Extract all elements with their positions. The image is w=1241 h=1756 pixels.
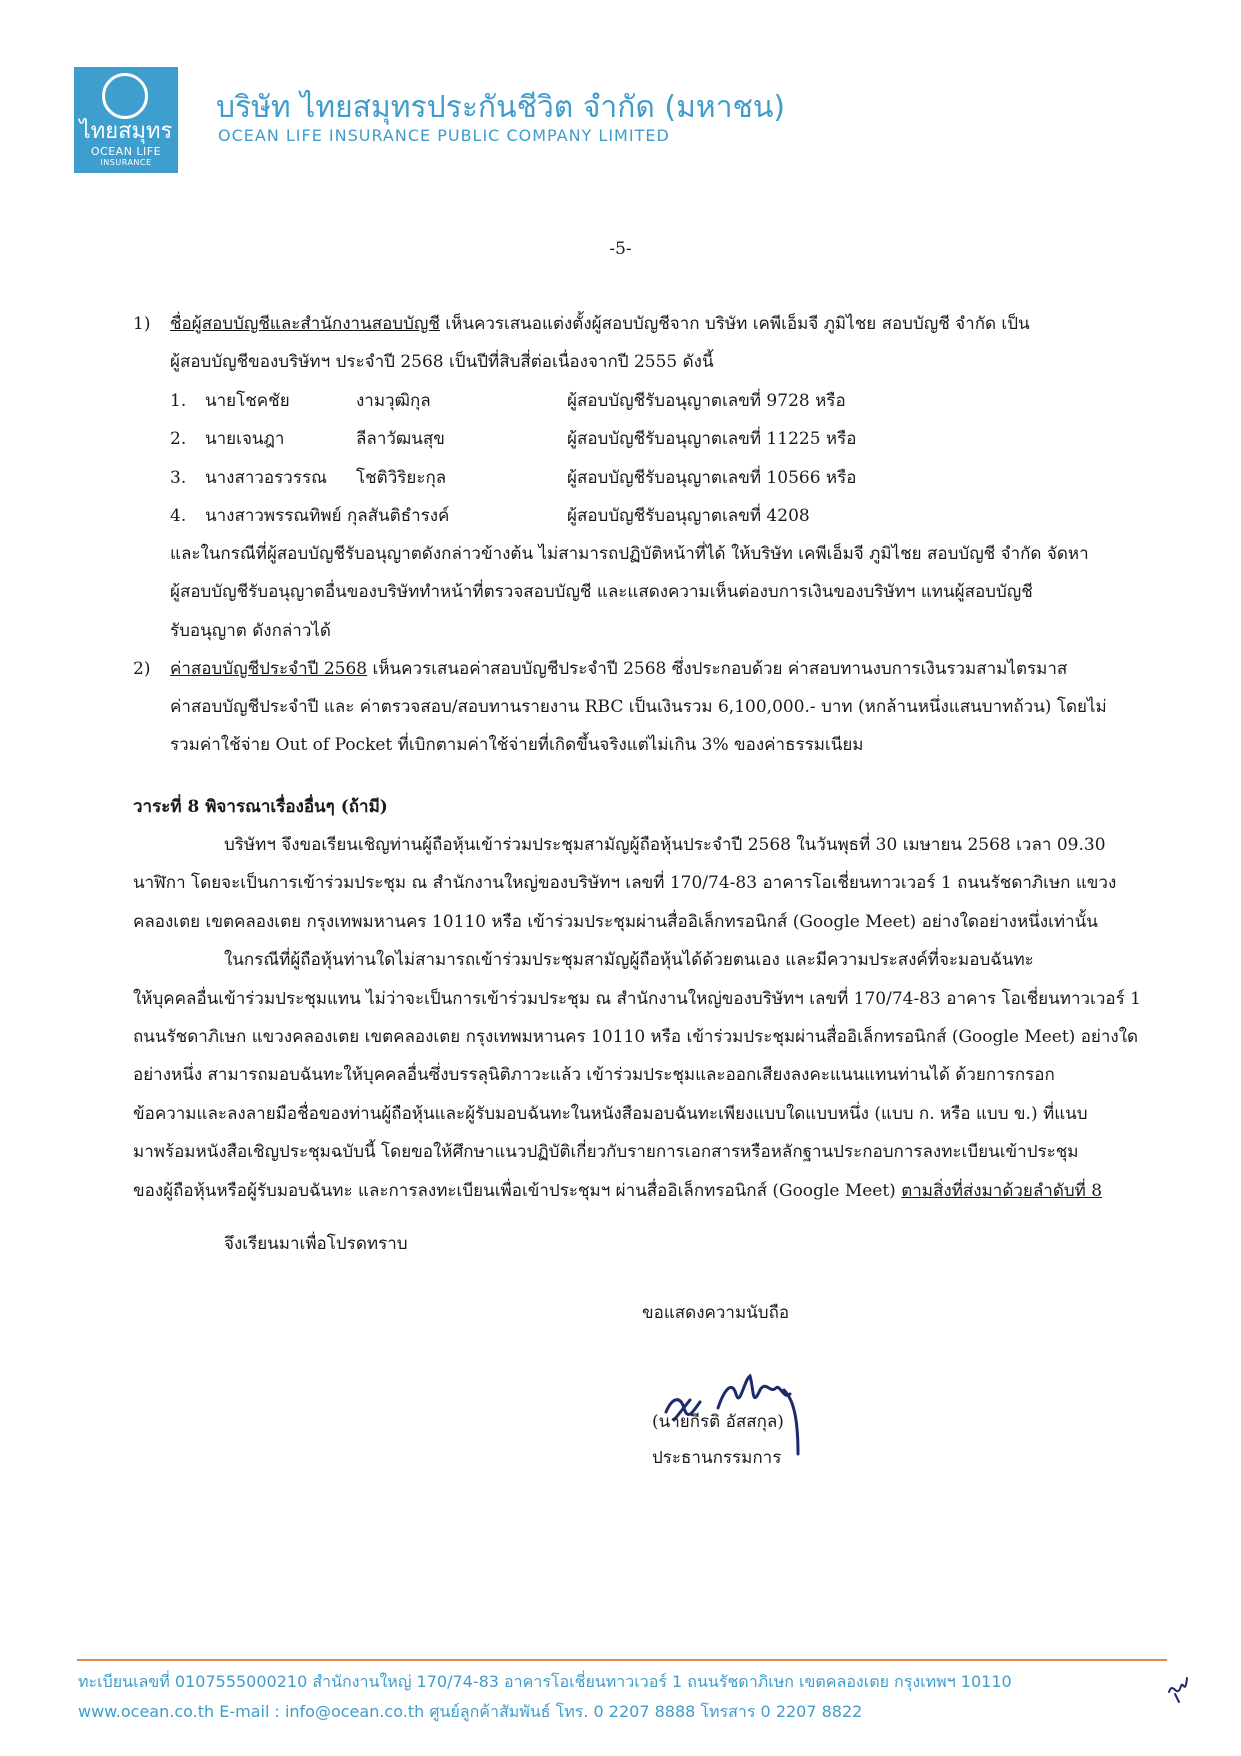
item2-line1 <box>170 658 1067 680</box>
auditor-license: ผู้สอบบัญชีรับอนุญาตเลขที่ 4208 <box>567 506 810 526</box>
auditor-first-name: นางสาวพรรณทิพย์ กุลสันติธำรงค์ <box>205 506 450 526</box>
signatory-name: (นายกีรติ อัสสกุล) <box>652 1412 784 1432</box>
footer-address: ทะเบียนเลขที่ 0107555000210 สำนักงานใหญ่ 170/74-83 อาคารโอเชี่ยนทาวเวอร์ 1 ถนนรัชดาภิเษก เขตคลองเตย กรุงเทพฯ 10110 <box>78 1672 1012 1691</box>
agenda8-p1-line: นาฬิกา โดยจะเป็นการเข้าร่วมประชุม ณ สำนักงานใหญ่ของบริษัทฯ เลขที่ 170/74-83 อาคารโอเชี่ยนทาวเวอร์ 1 ถนนรัชดาภิเษก แขวง <box>133 873 1117 893</box>
company-name-english: OCEAN LIFE INSURANCE PUBLIC COMPANY LIMITED <box>218 126 670 145</box>
item2-line2: ค่าสอบบัญชีประจำปี และ ค่าตรวจสอบ/สอบทานรายงาน RBC เป็นเงินรวม 6,100,000.- บาท (หกล้านหนึ่งแสนบาทถ้วน) โดยไม่ <box>170 697 1107 717</box>
auditor-first-name: นายโชคชัย <box>205 391 290 411</box>
item1-number: 1) <box>133 314 151 334</box>
handwritten-signature-icon <box>660 1350 820 1460</box>
auditor-license: ผู้สอบบัญชีรับอนุญาตเลขที่ 9728 หรือ <box>567 391 846 411</box>
enclosure-reference: ตามสิ่งที่ส่งมาด้วยลำดับที่ 8 <box>901 1181 1103 1201</box>
agenda8-p2-last-line <box>133 1180 1102 1202</box>
item1-title: ชื่อผู้สอบบัญชีและสำนักงานสอบบัญชี <box>170 314 440 334</box>
agenda8-p2-line: ในกรณีที่ผู้ถือหุ้นท่านใดไม่สามารถเข้าร่วมประชุมสามัญผู้ถือหุ้นได้ด้วยตนเอง และมีความประสงค์ที่จะมอบฉันทะ <box>224 950 1034 970</box>
page-number: -5- <box>609 239 632 259</box>
auditor-no: 2. <box>170 429 187 449</box>
regards-text: ขอแสดงความนับถือ <box>642 1303 790 1323</box>
item2-number: 2) <box>133 659 151 679</box>
logo-en-text: OCEAN LIFE <box>90 145 162 158</box>
signatory-position: ประธานกรรมการ <box>652 1448 782 1468</box>
auditor-first-name: นางสาวอรวรรณ <box>205 468 327 488</box>
item2-line1-text: เห็นควรเสนอค่าสอบบัญชีประจำปี 2568 ซึ่งประกอบด้วย ค่าสอบทานงบการเงินรวมสามไตรมาส <box>367 659 1068 679</box>
item1-para-line: ผู้สอบบัญชีรับอนุญาตอื่นของบริษัททำหน้าที่ตรวจสอบบัญชี และแสดงความเห็นต่องบการเงินของบริษัทฯ แทนผู้สอบบัญชี <box>170 582 1033 602</box>
item1-line1-text: เห็นควรเสนอแต่งตั้งผู้สอบบัญชีจาก บริษัท เคพีเอ็มจี ภูมิไชย สอบบัญชี จำกัด เป็น <box>439 314 1030 334</box>
auditor-no: 3. <box>170 468 187 488</box>
agenda8-p2-line: ให้บุคคลอื่นเข้าร่วมประชุมแทน ไม่ว่าจะเป็นการเข้าร่วมประชุม ณ สำนักงานใหญ่ของบริษัทฯ เลขที่ 170/74-83 อาคาร โอเชี่ยนทาวเวอร์ 1 <box>133 989 1141 1009</box>
agenda8-p2-line: ข้อความและลงลายมือชื่อของท่านผู้ถือหุ้นและผู้รับมอบฉันทะในหนังสือมอบฉันทะเพียงแบบใดแบบหนึ่ง (แบบ ก. หรือ แบบ ข.) ที่แนบ <box>133 1104 1088 1124</box>
agenda8-p2-line: อย่างหนึ่ง สามารถมอบฉันทะให้บุคคลอื่นซึ่งบรรลุนิติภาวะแล้ว เข้าร่วมประชุมและออกเสียงลงคะแนนแทนท่านได้ ด้วยการกรอก <box>133 1065 1055 1085</box>
auditor-no: 4. <box>170 506 187 526</box>
agenda8-p1-line: บริษัทฯ จึงขอเรียนเชิญท่านผู้ถือหุ้นเข้าร่วมประชุมสามัญผู้ถือหุ้นประจำปี 2568 ในวันพุธที่ 30 เมษายน 2568 เวลา 09.30 <box>224 835 1106 855</box>
logo-en-sub-text: INSURANCE <box>100 158 152 167</box>
initials-mark-icon <box>1165 1672 1191 1704</box>
item1-para-line: และในกรณีที่ผู้สอบบัญชีรับอนุญาตดังกล่าวข้างต้น ไม่สามารถปฏิบัติหน้าที่ได้ ให้บริษัท เคพีเอ็มจี ภูมิไชย สอบบัญชี จำกัด จัดหา <box>170 544 1089 564</box>
auditor-first-name: นายเจนฎา <box>205 429 285 449</box>
agenda8-heading: วาระที่ 8 พิจารณาเรื่องอื่นๆ (ถ้ามี) <box>133 797 388 817</box>
auditor-last-name: โชติวิริยะกุล <box>356 468 447 488</box>
agenda8-p2-line: ถนนรัชดาภิเษก แขวงคลองเตย เขตคลองเตย กรุงเทพมหานคร 10110 หรือ เข้าร่วมประชุมผ่านสื่ออิเล็กทรอนิกส์ (Google Meet) อย่างใด <box>133 1027 1139 1047</box>
item1-line1 <box>170 313 1030 335</box>
agenda8-p2-last-text: ของผู้ถือหุ้นหรือผู้รับมอบฉันทะ และการลงทะเบียนเพื่อเข้าประชุมฯ ผ่านสื่ออิเล็กทรอนิกส์ (Google Meet) <box>133 1181 902 1201</box>
item1-line2: ผู้สอบบัญชีของบริษัทฯ ประจำปี 2568 เป็นปีที่สิบสี่ต่อเนื่องจากปี 2555 ดังนี้ <box>170 352 714 372</box>
auditor-license: ผู้สอบบัญชีรับอนุญาตเลขที่ 10566 หรือ <box>567 468 857 488</box>
agenda8-p2-line: มาพร้อมหนังสือเชิญประชุมฉบับนี้ โดยขอให้ศึกษาแนวปฏิบัติเกี่ยวกับรายการเอกสารหรือหลักฐานประกอบการลงทะเบียนเข้าประชุม <box>133 1142 1079 1162</box>
company-name-thai: บริษัท ไทยสมุทรประกันชีวิต จำกัด (มหาชน) <box>216 90 786 125</box>
auditor-license: ผู้สอบบัญชีรับอนุญาตเลขที่ 11225 หรือ <box>567 429 857 449</box>
item2-line3: รวมค่าใช้จ่าย Out of Pocket ที่เบิกตามค่าใช้จ่ายที่เกิดขึ้นจริงแต่ไม่เกิน 3% ของค่าธรรมเนียม <box>170 735 864 755</box>
logo-thai-text: ไทยสมุทร <box>79 119 173 144</box>
closing-text: จึงเรียนมาเพื่อโปรดทราบ <box>224 1234 408 1254</box>
agenda8-p1-line: คลองเตย เขตคลองเตย กรุงเทพมหานคร 10110 หรือ เข้าร่วมประชุมผ่านสื่ออิเล็กทรอนิกส์ (Google Meet) อย่างใดอย่างหนึ่งเท่านั้น <box>133 912 1098 932</box>
footer-divider <box>77 1659 1167 1661</box>
auditor-last-name: งามวุฒิกุล <box>356 391 431 411</box>
item1-para-line: รับอนุญาต ดังกล่าวได้ <box>170 621 331 641</box>
item2-title: ค่าสอบบัญชีประจำปี 2568 <box>170 659 368 679</box>
auditor-last-name: ลีลาวัฒนสุข <box>356 429 445 449</box>
company-logo <box>74 67 178 173</box>
footer-contact: www.ocean.co.th E-mail : info@ocean.co.th ศูนย์ลูกค้าสัมพันธ์ โทร. 0 2207 8888 โทรสาร 0 2207 8822 <box>78 1702 863 1721</box>
auditor-no: 1. <box>170 391 187 411</box>
